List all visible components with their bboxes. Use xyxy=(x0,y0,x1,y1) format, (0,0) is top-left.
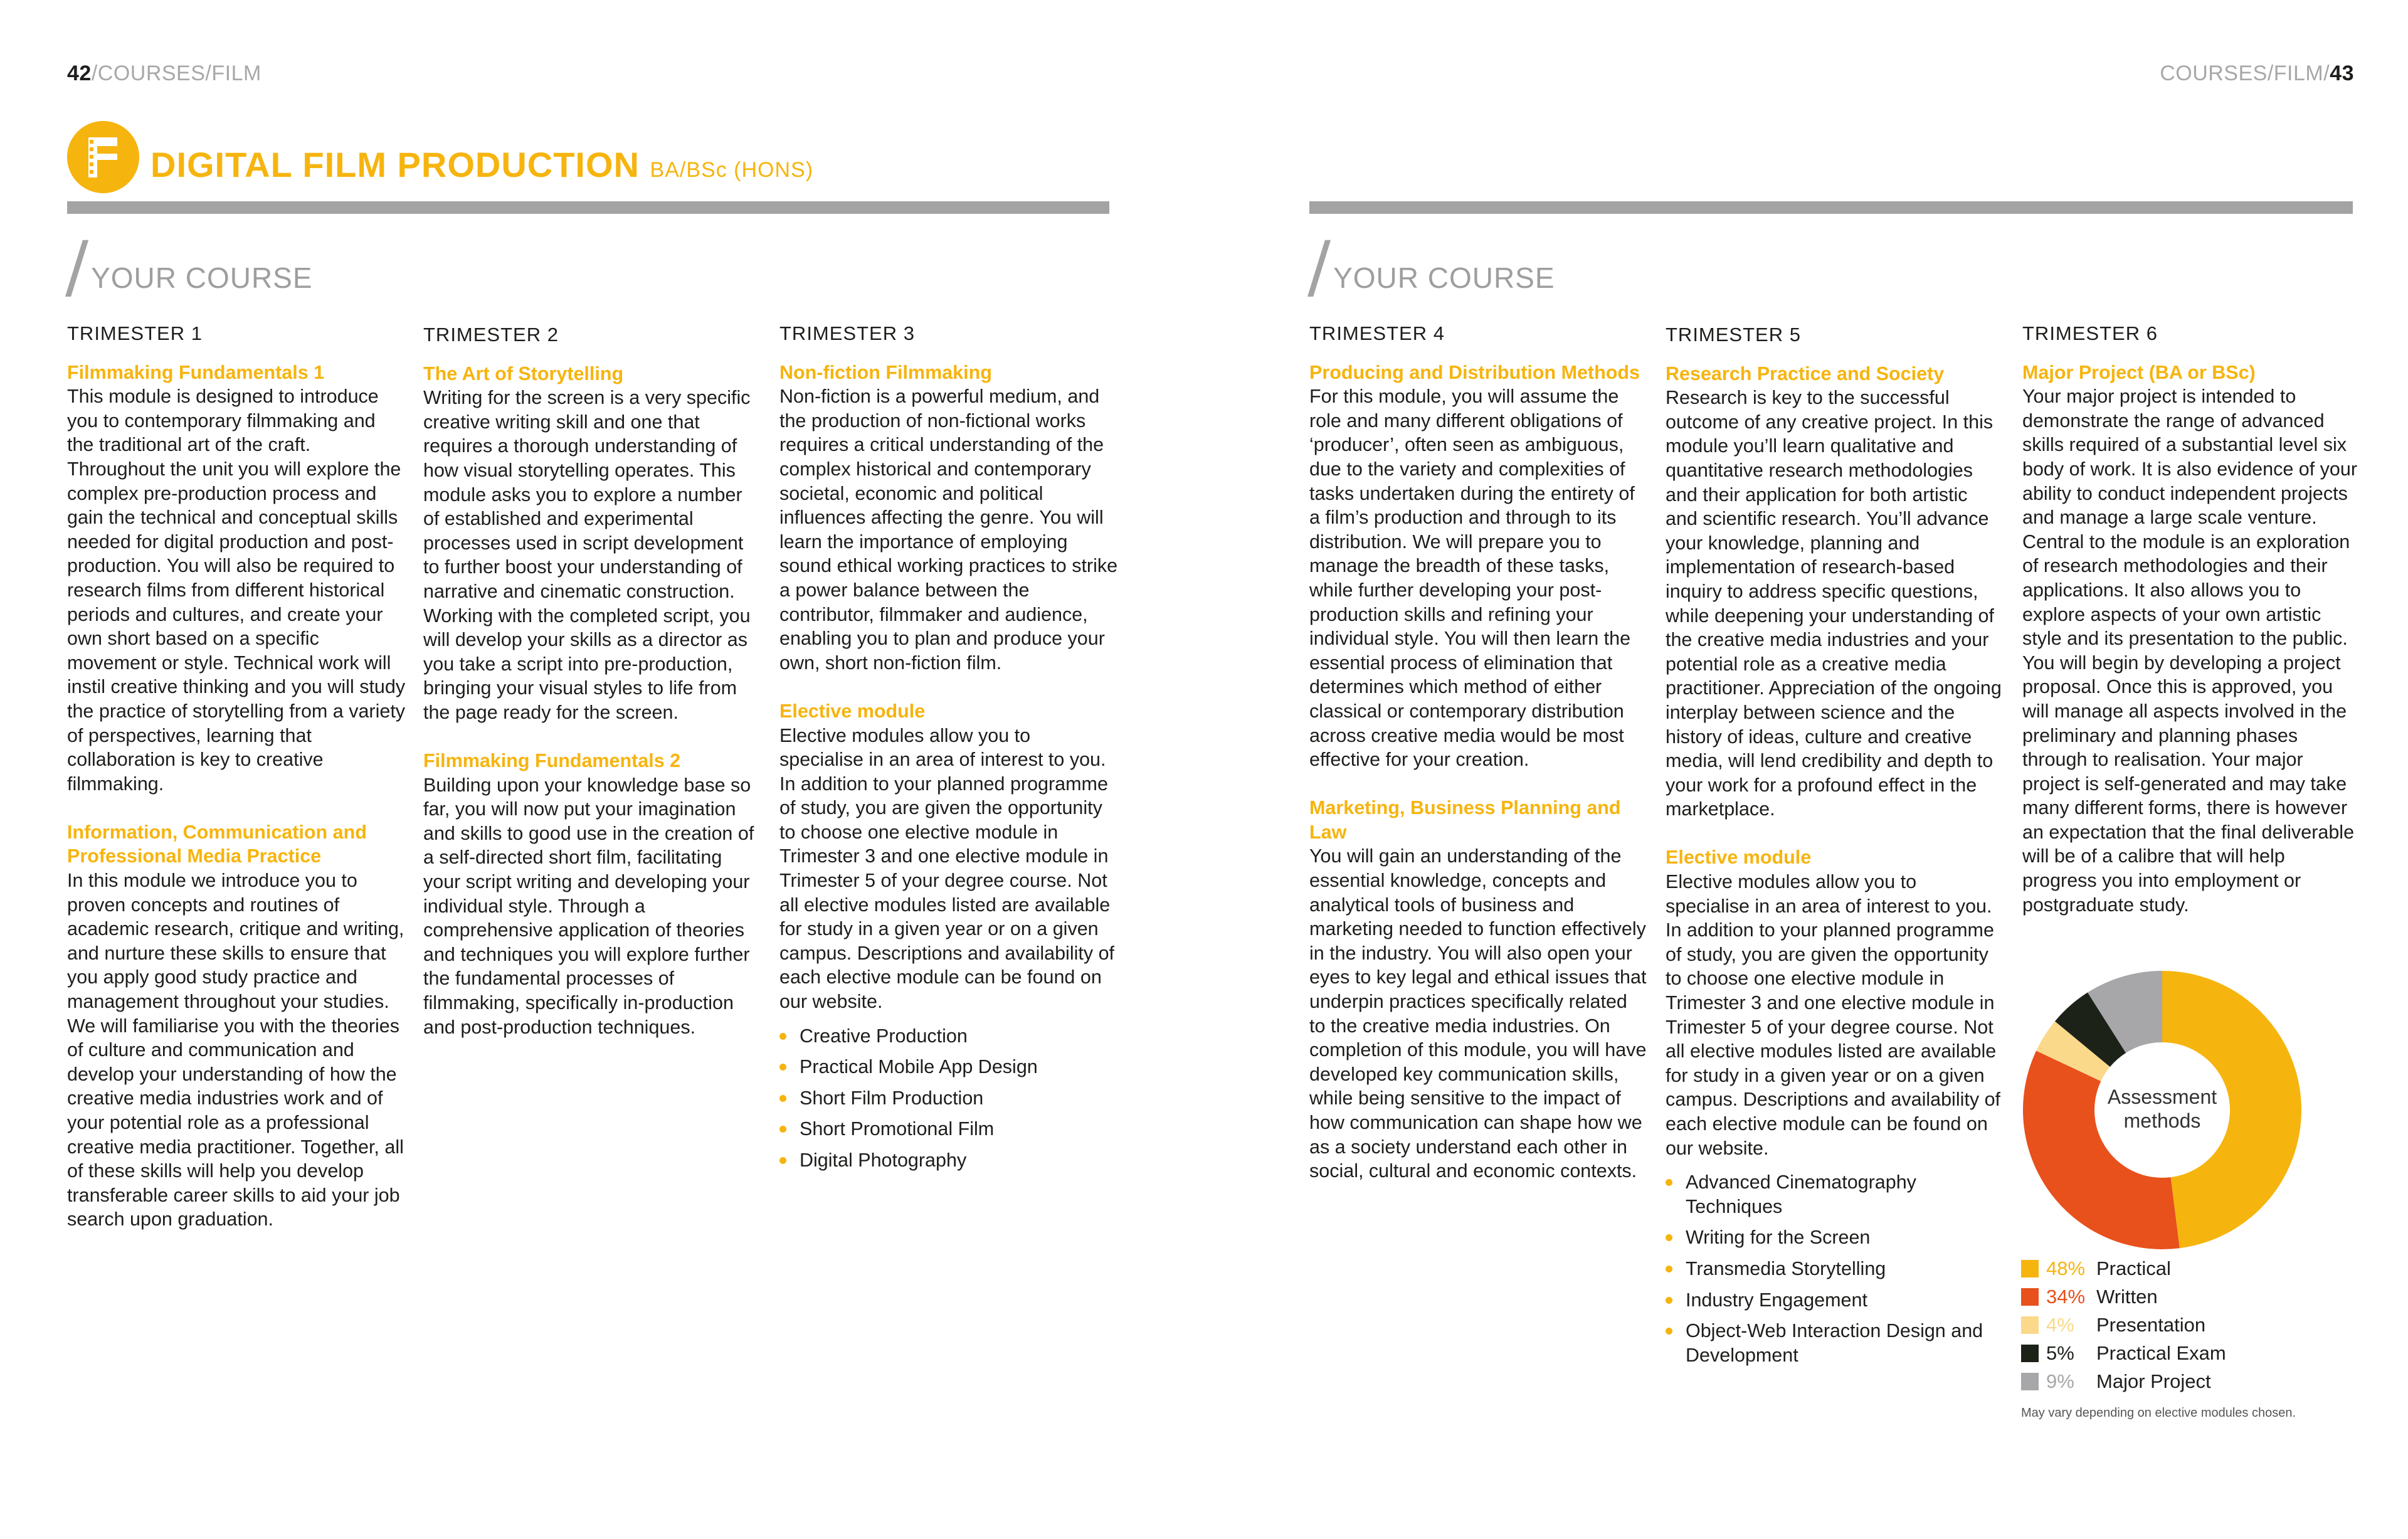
module-heading: Marketing, Business Planning and Law xyxy=(1309,797,1621,843)
list-item: Advanced Cinematography Techniques xyxy=(1666,1170,2004,1219)
left-breadcrumb: /COURSES/FILM xyxy=(91,61,261,85)
bullet-icon xyxy=(1666,1328,1672,1335)
list-item: Industry Engagement xyxy=(1666,1288,2004,1313)
donut-center-label: methods xyxy=(2123,1109,2201,1132)
film-logo-icon xyxy=(67,121,139,193)
section-heading-right xyxy=(1307,226,1555,307)
legend-percent: 48% xyxy=(2046,1257,2086,1279)
bullet-icon xyxy=(779,1126,786,1133)
bullet-icon xyxy=(1666,1297,1672,1304)
module-heading: Filmmaking Fundamentals 2 xyxy=(423,750,681,772)
list-item: Digital Photography xyxy=(779,1148,1118,1173)
chart-legend xyxy=(2021,1254,2226,1395)
legend-item xyxy=(2021,1367,2226,1395)
module-description: Building upon your knowledge base so far, you will now put your imagination and skills to good use in the creation of a self-directed short film, facilitating your script writing and developing your individual style. Through a comprehensive application of theories and techniques you will explore further the fundamental processes of filmmaking, specifically in-production and post-production techniques. xyxy=(423,774,754,1038)
assessment-donut-chart xyxy=(2018,966,2306,1254)
module-heading: Producing and Distribution Methods xyxy=(1309,361,1640,383)
elective-list xyxy=(1666,1170,2004,1367)
bullet-icon xyxy=(779,1095,786,1102)
right-divider-bar xyxy=(1309,201,2353,214)
list-item: Transmedia Storytelling xyxy=(1666,1257,2004,1281)
legend-item xyxy=(2021,1254,2226,1282)
legend-percent: 4% xyxy=(2046,1314,2074,1336)
trimester-4-column xyxy=(1309,322,1648,1183)
list-item: Writing for the Screen xyxy=(1666,1225,2004,1250)
bullet-icon xyxy=(779,1033,786,1040)
legend-item xyxy=(2021,1339,2226,1367)
list-item: Short Promotional Film xyxy=(779,1117,1118,1141)
trimester-5-column xyxy=(1666,323,2004,1374)
donut-center-label: Assessment xyxy=(2107,1086,2217,1108)
left-divider-bar xyxy=(67,201,1109,214)
legend-percent: 9% xyxy=(2046,1370,2074,1392)
legend-swatch xyxy=(2021,1345,2039,1362)
module-description: Non-fiction is a powerful medium, and the production of non-fictional works requires a critical understanding of the complex historical and contemporary societal, economic and political influences affecting the genre. You will learn the importance of employing sound ethical working practices to strike a power balance between the contributor, filmmaker and audience, enabling you to plan and produce your own, short non-fiction film. xyxy=(779,386,1118,674)
trimester-1-column xyxy=(67,322,406,1232)
legend-label: Written xyxy=(2096,1286,2158,1308)
bullet-icon xyxy=(1666,1234,1672,1241)
trimester-3-column xyxy=(779,322,1118,1180)
trimester-title: TRIMESTER 6 xyxy=(2022,322,2158,344)
module-heading: Information, Communication and Professional Media Practice xyxy=(67,821,367,867)
module-heading: Filmmaking Fundamentals 1 xyxy=(67,361,325,383)
slash-mark: / xyxy=(65,226,89,307)
module-heading: Non-fiction Filmmaking xyxy=(779,361,992,383)
course-title: DIGITAL FILM PRODUCTION xyxy=(150,145,640,184)
trimester-title: TRIMESTER 3 xyxy=(779,322,915,344)
legend-item xyxy=(2021,1311,2226,1339)
legend-label: Practical Exam xyxy=(2096,1342,2226,1364)
module-heading: The Art of Storytelling xyxy=(423,362,624,384)
module-description: Research is key to the successful outcome of any creative project. In this module you’ll learn qualitative and quantitative research methodologies and their application for both artistic and scientific research. You’ll advance your knowledge, planning and implementation of research-based inquiry to address specific questions, while deepening your understanding of the creative media industries and your potential role as a creative media practitioner. Appreciation of the ongoing interplay between science and the history of ideas, culture and creative media, will lend credibility and depth to your work for a profound effect in the marketplace. xyxy=(1666,387,2002,820)
section-heading-left xyxy=(65,226,313,307)
legend-swatch xyxy=(2021,1260,2039,1277)
left-page-number: 42 xyxy=(67,61,92,85)
elective-list xyxy=(779,1024,1118,1173)
list-item: Object-Web Interaction Design and Development xyxy=(1666,1319,2004,1367)
list-item: Creative Production xyxy=(779,1024,1118,1049)
bullet-icon xyxy=(1666,1266,1672,1272)
bullet-icon xyxy=(779,1157,786,1164)
legend-swatch xyxy=(2021,1316,2039,1334)
left-page-header xyxy=(67,61,261,86)
right-page-header xyxy=(2160,61,2354,86)
chart-footnote: May vary depending on elective modules chosen. xyxy=(2021,1406,2296,1420)
module-description: This module is designed to introduce you to contemporary filmmaking and the traditional art of the craft. Throughout the unit you will explore the complex pre-production process and gain the technical and conceptual skills needed for digital production and post-production. You will also be required to research films from different historical periods and cultures, and create your own short based on a specific movement or style. Technical work will instil creative thinking and you will study the practice of storytelling from a variety of perspectives, learning that collaboration is key to creative filmmaking. xyxy=(67,386,406,795)
section-label: YOUR COURSE xyxy=(91,262,313,294)
legend-swatch xyxy=(2021,1373,2039,1390)
legend-label: Major Project xyxy=(2096,1370,2211,1392)
module-description: For this module, you will assume the role and many different obligations of ‘producer’, often seen as ambiguous, due to the variety and complexities of tasks undertaken during the entirety of a film’s production and through to its distribution. We will prepare you to manage the breadth of these tasks, while further developing your post-production skills and refining your individual style. You will then learn the essential process of elimination that determines which method of either classical or contemporary distribution across creative media would be most effective for your creation. xyxy=(1309,386,1635,771)
page-title xyxy=(150,144,813,185)
module-description: Writing for the screen is a very specific creative writing skill and one that requires a thorough understanding of how visual storytelling operates. This module asks you to explore a number of established and experimental processes used in script development to further boost your understanding of narrative and cinematic construction. Working with the completed script, you will develop your skills as a director as you take a script into pre-production, bringing your visual styles to life from the page ready for the screen. xyxy=(423,387,751,723)
right-breadcrumb: COURSES/FILM/ xyxy=(2160,61,2330,85)
module-heading: Major Project (BA or BSc) xyxy=(2022,361,2256,383)
module-heading: Research Practice and Society xyxy=(1666,362,1945,384)
list-item: Short Film Production xyxy=(779,1086,1118,1111)
trimester-title: TRIMESTER 5 xyxy=(1666,324,1801,346)
section-label: YOUR COURSE xyxy=(1333,262,1555,294)
trimester-title: TRIMESTER 1 xyxy=(67,322,203,344)
legend-percent: 34% xyxy=(2046,1286,2086,1308)
module-heading: Elective module xyxy=(1666,847,1812,869)
module-description: Your major project is intended to demonstrate the range of advanced skills required of a substantial level six body of work. It is also evidence of your ability to conduct independent projects and manage a large scale venture. Central to the module is an exploration of research methodologies and their applications. It also allows you to explore aspects of your own artistic style and its presentation to the public. You will begin by developing a project proposal. Once this is approved, you will manage all aspects involved in the preliminary and planning phases through to realisation. Your major project is self-generated and may take many different forms, there is however an expectation that the final deliverable will be of a calibre that will help progress you into employment or postgraduate study. xyxy=(2022,386,2358,916)
donut-slice-written xyxy=(2023,1050,2180,1249)
course-award: BA/BSc (HONS) xyxy=(650,158,814,182)
trimester-title: TRIMESTER 2 xyxy=(423,324,559,346)
module-heading: Elective module xyxy=(779,700,926,722)
module-description: Elective modules allow you to specialise in an area of interest to you. In addition to your planned programme of study, you are given the opportunity to choose one elective module in Trimester 3 and one elective module in Trimester 5 of your degree course. Not all elective modules listed are available for study in a given year or on a given campus. Descriptions and availability of each elective module can be found on our website. xyxy=(1666,871,2001,1159)
trimester-6-column xyxy=(2022,322,2361,917)
slash-mark: / xyxy=(1307,226,1331,307)
list-item: Practical Mobile App Design xyxy=(779,1055,1118,1079)
legend-label: Practical xyxy=(2096,1257,2171,1279)
right-page-number: 43 xyxy=(2330,61,2354,85)
legend-item xyxy=(2021,1282,2226,1311)
trimester-title: TRIMESTER 4 xyxy=(1309,322,1445,344)
legend-swatch xyxy=(2021,1288,2039,1306)
module-description: Elective modules allow you to specialise in an area of interest to you. In addition to your planned programme of study, you are given the opportunity to choose one elective module in Trimester 3 and one elective module in Trimester 5 of your degree course. Not all elective modules listed are available for study in a given year or on a given campus. Descriptions and availability of each elective module can be found on our website. xyxy=(779,724,1115,1013)
module-description: You will gain an understanding of the essential knowledge, concepts and analytical tools of business and marketing needed to function effectively in the industry. You will also open your eyes to key legal and ethical issues that underpin practices specifically related to the creative media industries. On completion of this module, you will have developed key communication skills, while being sensitive to the impact of how communication can shape how we as a society understand each other in social, cultural and economic contexts. xyxy=(1309,845,1647,1182)
legend-label: Presentation xyxy=(2096,1314,2206,1336)
legend-percent: 5% xyxy=(2046,1342,2074,1364)
trimester-2-column xyxy=(423,323,762,1039)
bullet-icon xyxy=(1666,1179,1672,1186)
bullet-icon xyxy=(779,1064,786,1071)
module-description: In this module we introduce you to proven concepts and routines of academic research, critique and writing, and nurture these skills to ensure that you apply good study practice and management throughout your studies. We will familiarise you with the theories of culture and communication and develop your understanding of how the creative media industries work and of your potential role as a professional creative media practitioner. Together, all of these skills will help you develop transferable career skills to aid your job search upon graduation. xyxy=(67,870,404,1230)
